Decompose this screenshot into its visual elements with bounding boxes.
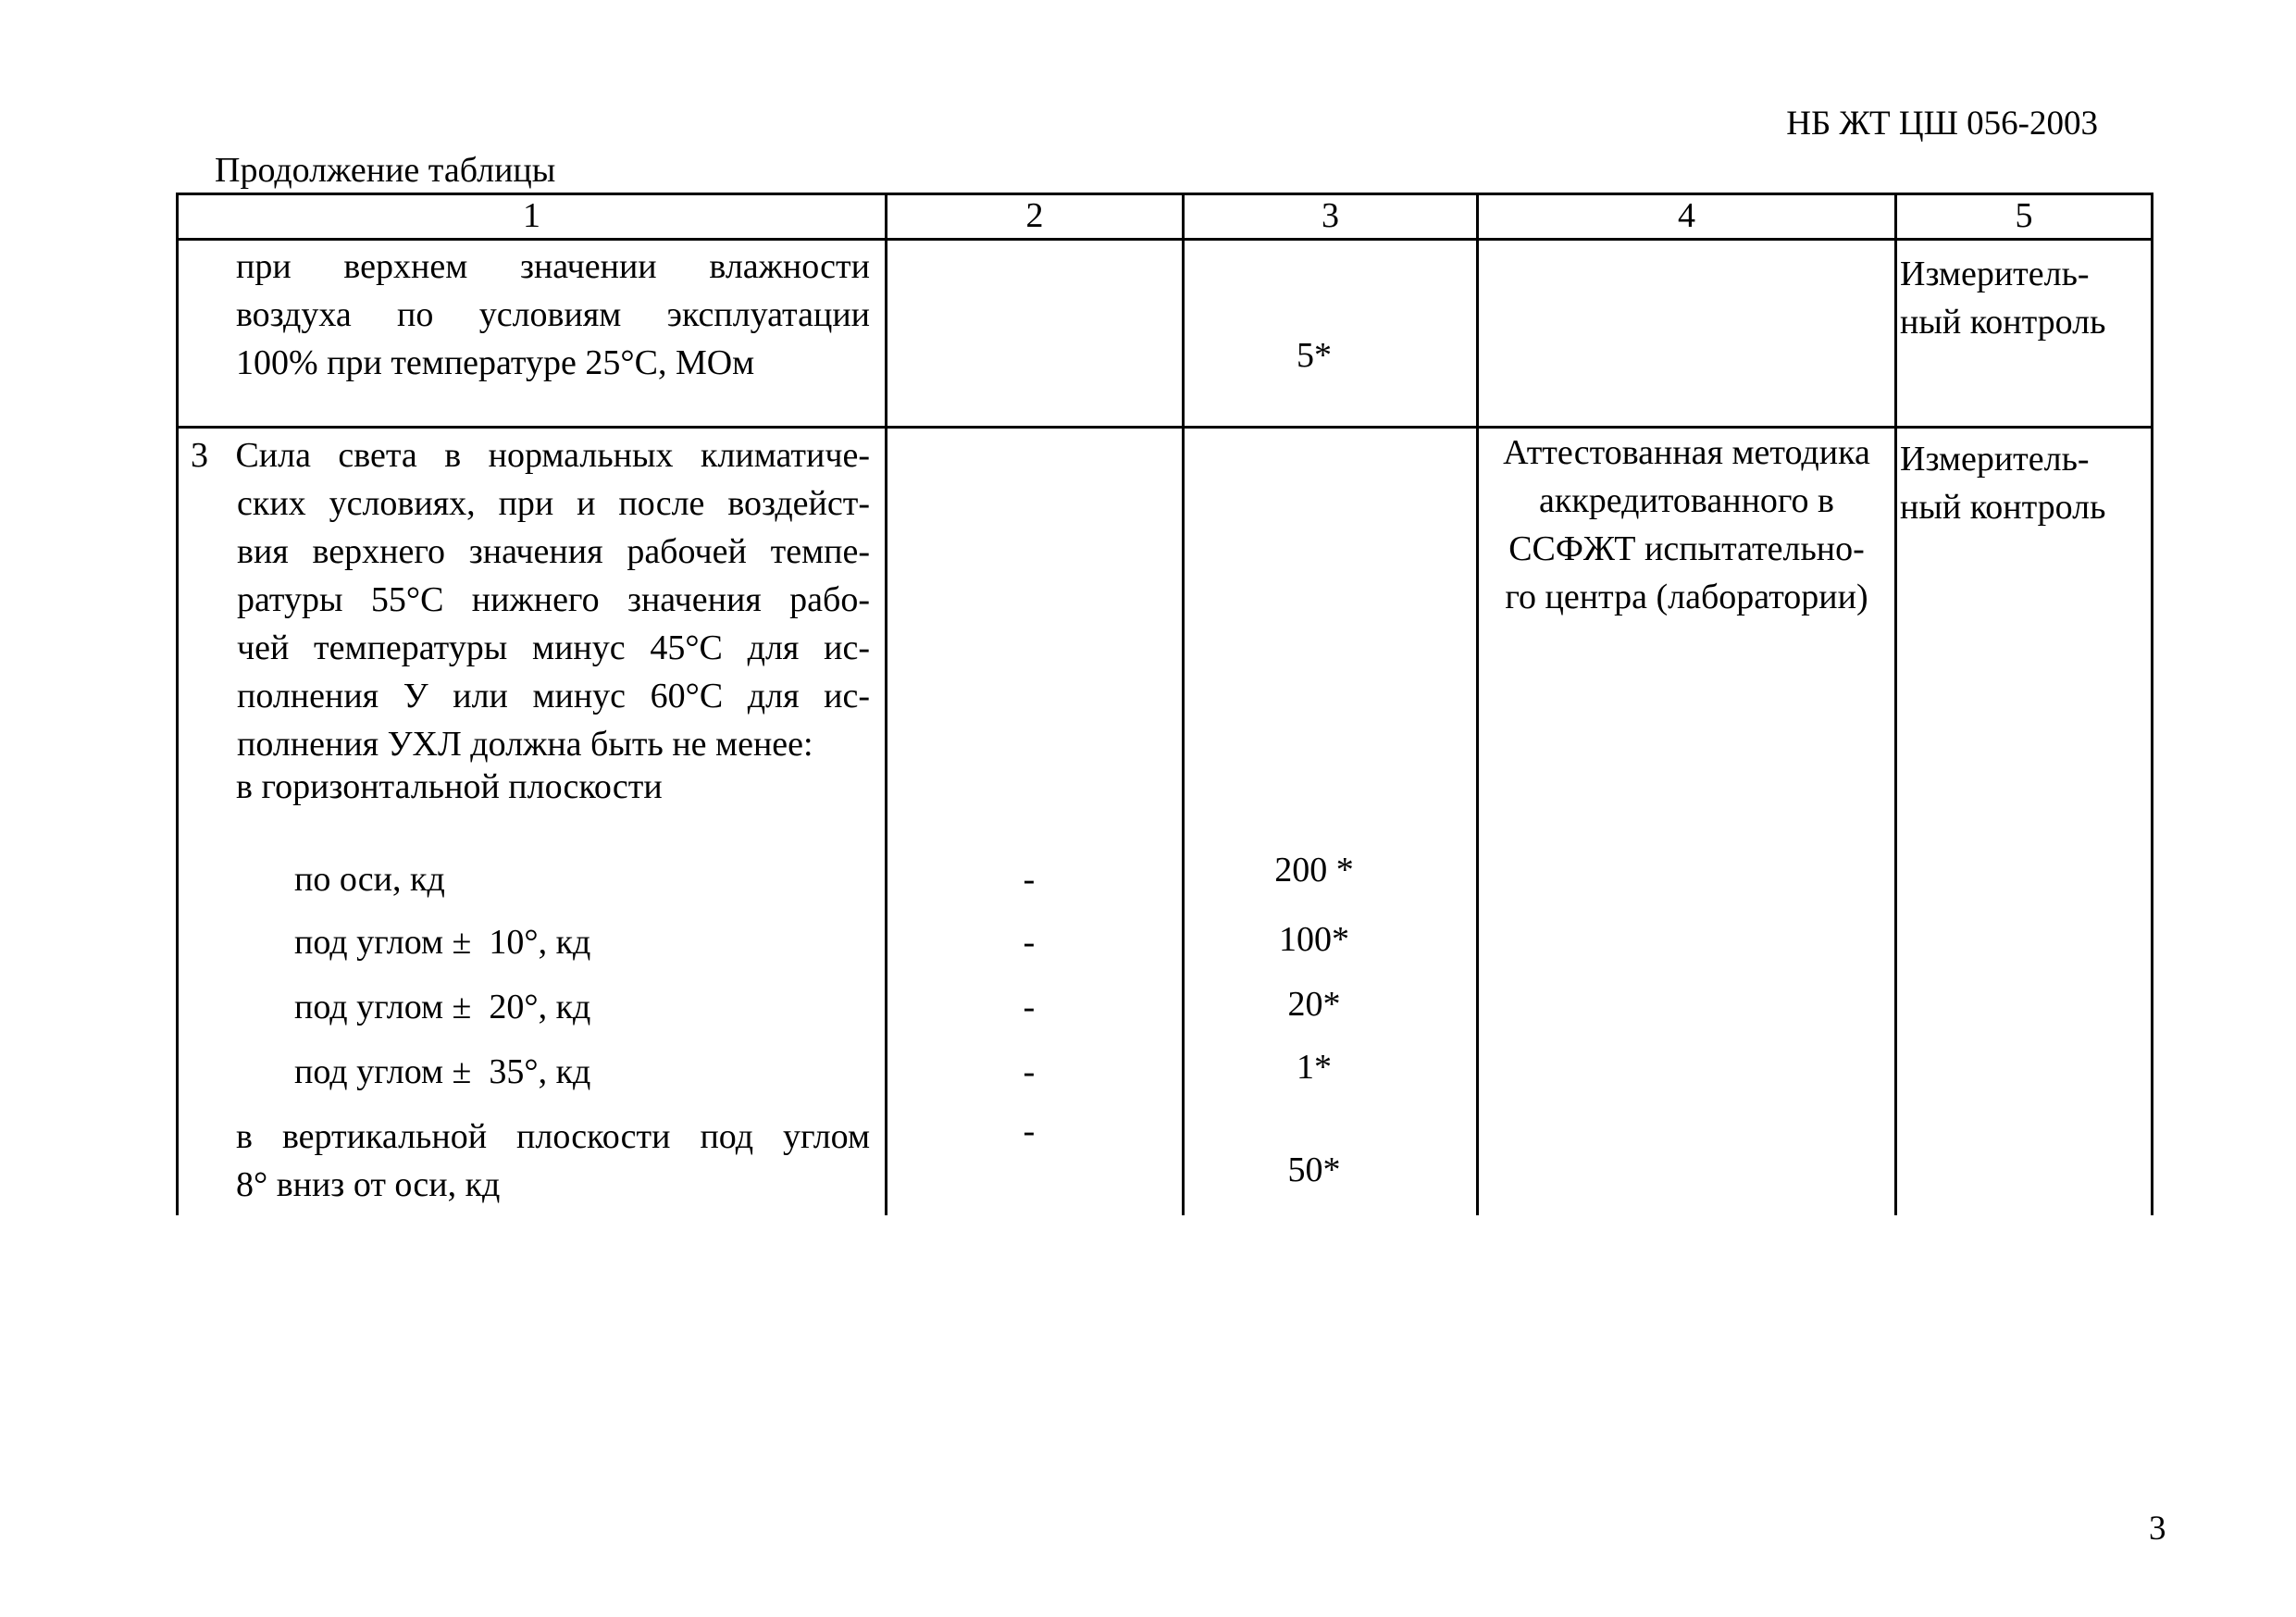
- light-text-line: ских условиях, при и после воздейст-: [237, 484, 870, 523]
- light-control-method: [1900, 435, 2150, 531]
- column-header-5: 5: [2015, 196, 2033, 235]
- insulation-control-method: [1900, 250, 2150, 346]
- sub-row-value: 1*: [1297, 1048, 1332, 1087]
- sub-row-label: под углом ± 10°, кд: [294, 923, 591, 962]
- vertical-value: 50*: [1287, 1151, 1341, 1189]
- light-text-line: 3 Сила света в нормальных климатиче-: [191, 436, 870, 475]
- insulation-text-line: при верхнем значении влажности: [236, 247, 870, 286]
- light-text-line: чей температуры минус 45°С для ис-: [237, 628, 870, 667]
- light-text-line: полнения У или минус 60°С для ис-: [237, 677, 870, 715]
- horizontal-plane-label: в горизонтальной плоскости: [236, 767, 663, 806]
- insulation-row-text: [236, 243, 870, 387]
- control-line: ный контроль: [1900, 303, 2106, 342]
- column-header-1: 1: [523, 196, 540, 235]
- sub-row-label: под углом ± 20°, кд: [294, 988, 591, 1026]
- vertical-line: 8° вниз от оси, кд: [236, 1165, 501, 1204]
- vertical-plane-text: [236, 1113, 870, 1209]
- method-line: аккредитованного в: [1539, 481, 1834, 520]
- page-number: 3: [2149, 1510, 2166, 1548]
- insulation-text-line: воздуха по условиям эксплуатации: [236, 295, 870, 334]
- sub-row-value: 200 *: [1274, 851, 1354, 889]
- sub-row-value: 100*: [1279, 920, 1349, 959]
- control-line: Измеритель-: [1900, 440, 2090, 479]
- sub-row-label: по оси, кд: [294, 860, 445, 899]
- vertical-col2: -: [1023, 1112, 1036, 1151]
- light-text-line: вия верхнего значения рабочей темпе-: [237, 532, 870, 571]
- column-header-2: 2: [1025, 196, 1044, 235]
- column-header-3: 3: [1322, 196, 1339, 235]
- light-text-line: полнения УХЛ должна быть не менее:: [237, 725, 813, 764]
- continuation-label: Продолжение таблицы: [215, 151, 556, 190]
- sub-row-value: 20*: [1287, 985, 1341, 1024]
- control-line: ный контроль: [1900, 488, 2106, 527]
- sub-row-col2: -: [1023, 860, 1036, 899]
- insulation-text-line: 100% при температуре 25°С, МОм: [236, 343, 755, 382]
- sub-row-col2: -: [1023, 1052, 1036, 1091]
- method-line: го центра (лаборатории): [1505, 578, 1868, 616]
- test-method: [1479, 429, 1894, 621]
- light-intensity-text: [191, 431, 870, 768]
- column-header-4: 4: [1678, 196, 1695, 235]
- method-line: Аттестованная методика: [1503, 433, 1870, 472]
- method-line: ССФЖТ испытательно-: [1508, 529, 1865, 568]
- sub-row-col2: -: [1023, 923, 1036, 962]
- vertical-line: в вертикальной плоскости под углом: [236, 1117, 870, 1156]
- insulation-value: 5*: [1297, 336, 1332, 375]
- light-text-line: ратуры 55°С нижнего значения рабо-: [237, 580, 870, 619]
- control-line: Измеритель-: [1900, 255, 2090, 293]
- sub-row-col2: -: [1023, 988, 1036, 1026]
- sub-row-label: под углом ± 35°, кд: [294, 1052, 591, 1091]
- standard-code: НБ ЖТ ЦШ 056-2003: [1786, 105, 2098, 143]
